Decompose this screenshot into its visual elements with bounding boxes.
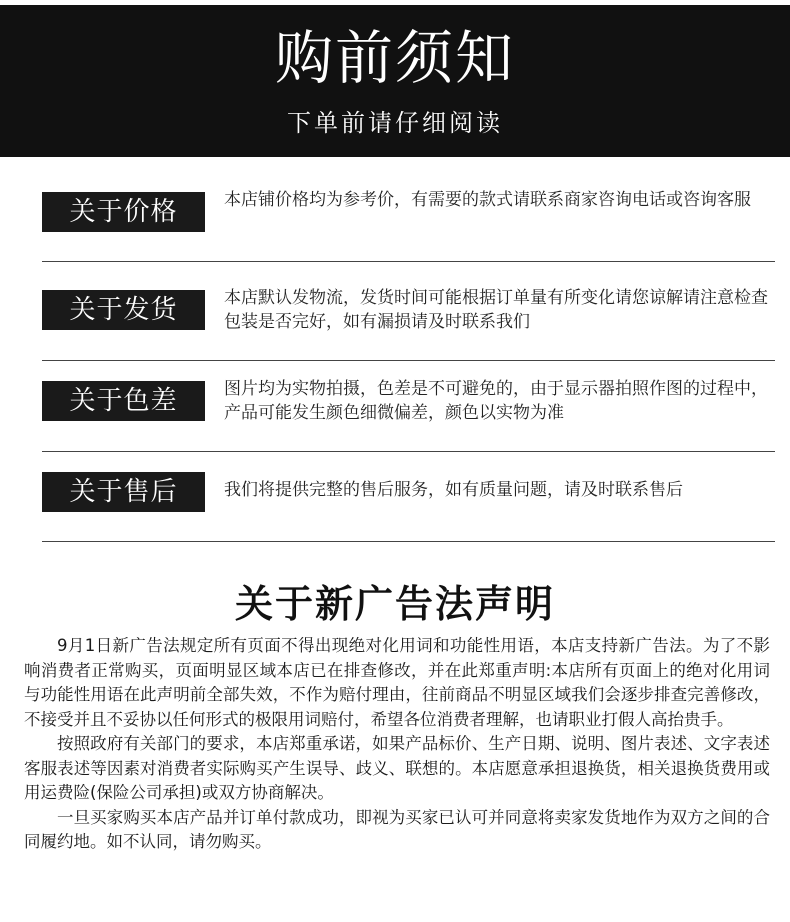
- notice-label-aftersales: 关于售后: [42, 472, 205, 512]
- statement-paragraph: 按照政府有关部门的要求，本店郑重承诺，如果产品标价、生产日期、说明、图片表述、文字表述客服表述等因素对消费者实际购买产生误导、歧义、联想的。本店愿意承担退换货，相关退换货费用或用运费险(保险公司承担)或双方协商解决。: [24, 734, 770, 802]
- divider: [42, 261, 775, 262]
- divider: [42, 360, 775, 361]
- notice-label-shipping: 关于发货: [42, 290, 205, 330]
- notice-label-price: 关于价格: [42, 192, 205, 232]
- divider: [42, 451, 775, 452]
- page-subtitle: 下单前请仔细阅读: [287, 109, 503, 137]
- statement-title: 关于新广告法声明: [234, 582, 555, 626]
- notice-text-shipping: 本店默认发物流，发货时间可能根据订单量有所变化请您谅解请注意检查包装是否完好，如有漏损请及时联系我们: [224, 288, 768, 332]
- statement-paragraph: 9月1日新广告法规定所有页面不得出现绝对化用词和功能性用语，本店支持新广告法。为了不影响消费者正常购买，页面明显区域本店已在排查修改，并在此郑重声明:本店所有页面上的绝对化用词与功能性用语在此声明前全部失效，不作为赔付理由，往前商品不明显区域我们会逐步排查完善修改，不接受并且不妥协以任何形式的极限用词赔付，希望各位消费者理解，也请职业打假人高抬贵手。: [24, 636, 770, 729]
- statement-body: [24, 634, 770, 855]
- divider: [42, 541, 775, 542]
- statement-paragraph: 一旦买家购买本店产品并订单付款成功，即视为买家已认可并同意将卖家发货地作为双方之间的合同履约地。如不认同，请勿购买。: [24, 807, 770, 851]
- header-banner: [0, 5, 790, 157]
- page-title: 购前须知: [274, 24, 515, 92]
- notice-text-aftersales: 我们将提供完整的售后服务，如有质量问题，请及时联系售后: [224, 480, 683, 500]
- notice-label-color: 关于色差: [42, 381, 205, 421]
- notice-text-price: 本店铺价格均为参考价，有需要的款式请联系商家咨询电话或咨询客服: [224, 190, 751, 210]
- notice-text-color: 图片均为实物拍摄，色差是不可避免的，由于显示器拍照作图的过程中，产品可能发生颜色细微偏差，颜色以实物为准: [224, 379, 768, 423]
